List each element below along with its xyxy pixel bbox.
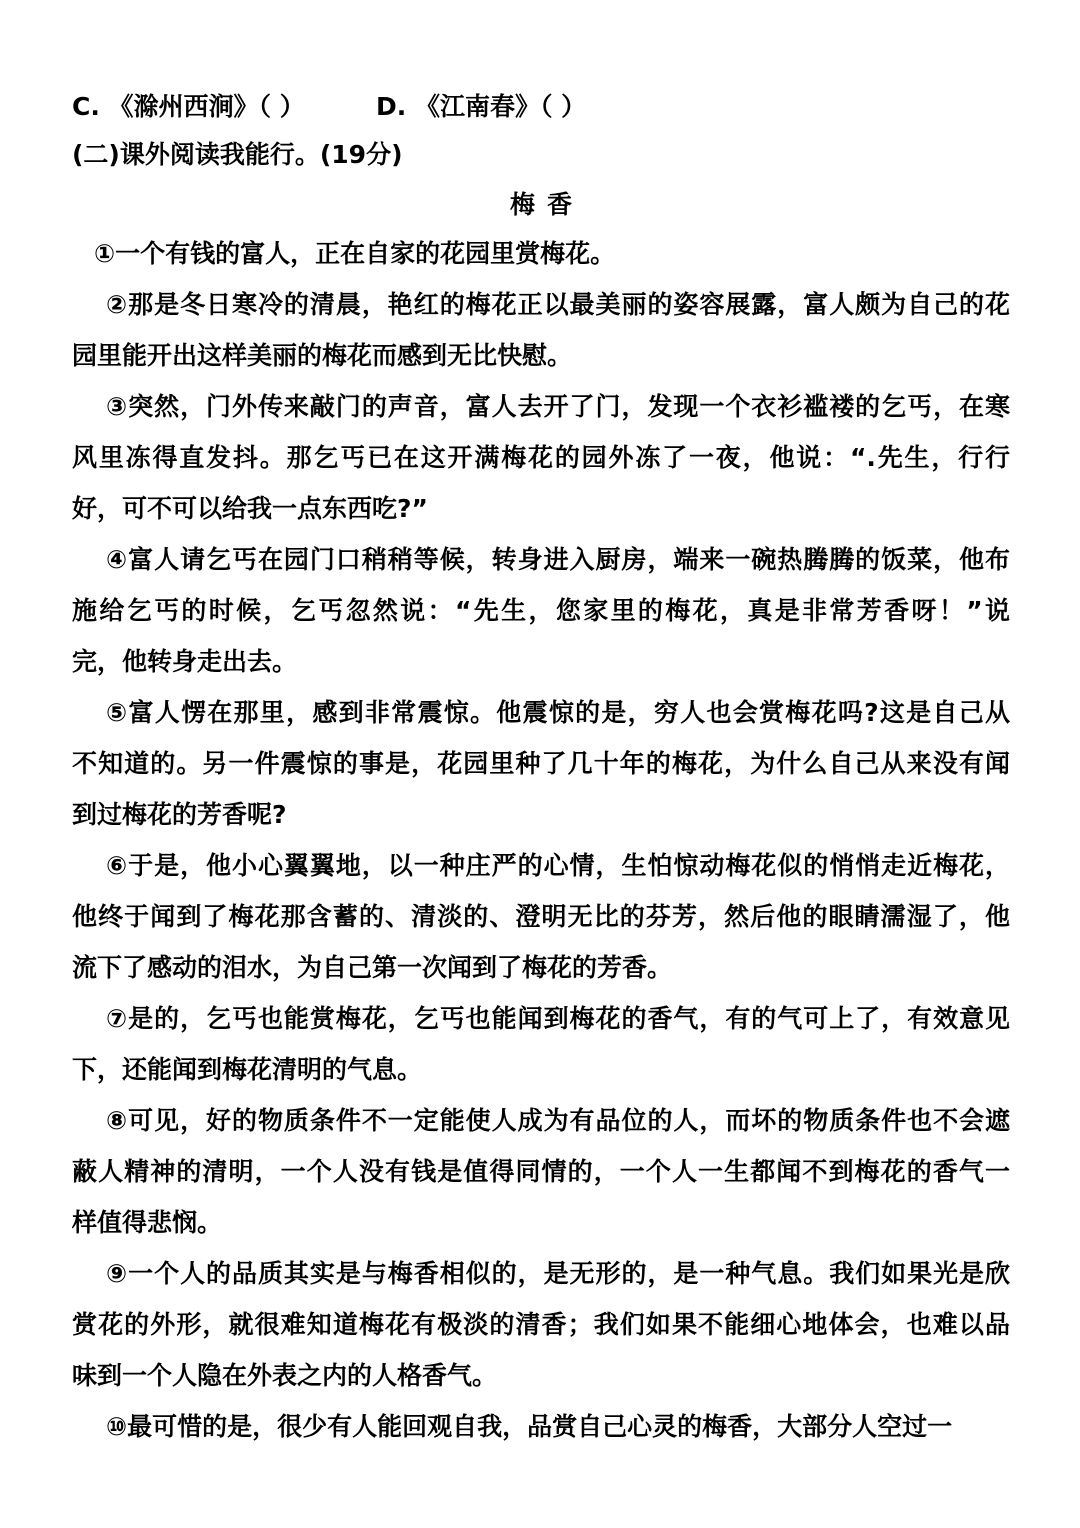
paragraph-line: 园里能开出这样美丽的梅花而感到无比快慰。 (72, 341, 573, 370)
paragraph-6 (72, 840, 1010, 993)
paragraph-line: ⑤富人愣在那里，感到非常震惊。他震惊的是，穷人也会赏梅花吗?这是自己从 (106, 698, 1010, 727)
document-page (72, 84, 1010, 1452)
paragraph-line: ⑥于是，他小心翼翼地，以一种庄严的心情，生怕惊动梅花似的悄悄走近梅花， (106, 851, 1010, 880)
section-heading: (二)课外阅读我能行。(19分) (72, 140, 403, 169)
paragraph-line: ⑧可见，好的物质条件不一定能使人成为有品位的人，而坏的物质条件也不会遮 (106, 1106, 1010, 1135)
paragraph-2 (72, 279, 1010, 381)
paragraph-line: 不知道的。另一件震惊的事是，花园里种了几十年的梅花，为什么自己从来没有闻 (72, 749, 1010, 778)
paragraph-line: ⑨一个人的品质其实是与梅香相似的，是无形的，是一种气息。我们如果光是欣 (106, 1259, 1010, 1288)
paragraph-line: 味到一个人隐在外表之内的人格香气。 (72, 1361, 498, 1390)
paragraph-line: 他终于闻到了梅花那含蓄的、清淡的、澄明无比的芬芳，然后他的眼睛濡湿了，他 (72, 902, 1010, 931)
paragraph-line: 样值得悲悯。 (72, 1208, 223, 1237)
paragraph-8 (72, 1095, 1010, 1248)
paragraph-5 (72, 687, 1010, 840)
paragraph-line: ④富人请乞丐在园门口稍稍等候，转身进入厨房，端来一碗热腾腾的饭菜，他布 (106, 545, 1010, 574)
paragraph-line: 下，还能闻到梅花清明的气息。 (72, 1055, 423, 1084)
paragraph-line: 流下了感动的泪水，为自己第一次闻到了梅花的芳香。 (72, 953, 673, 982)
paragraph-1 (72, 228, 1010, 279)
paragraph-line: ①一个有钱的富人，正在自家的花园里赏梅花。 (94, 239, 616, 268)
paragraph-line: ②那是冬日寒冷的清晨，艳红的梅花正以最美丽的姿容展露，富人颇为自己的花 (106, 290, 1010, 319)
paragraph-line: ⑦是的，乞丐也能赏梅花，乞丐也能闻到梅花的香气，有的气可上了，有效意见 (106, 1004, 1010, 1033)
paragraph-3 (72, 381, 1010, 534)
paragraph-4 (72, 534, 1010, 687)
paragraph-line: 赏花的外形，就很难知道梅花有极淡的清香；我们如果不能细心地体会，也难以品 (72, 1310, 1010, 1339)
article-title: 梅香 (509, 190, 584, 219)
paragraph-line: 蔽人精神的清明，一个人没有钱是值得同情的，一个人一生都闻不到梅花的香气一 (72, 1157, 1010, 1186)
paragraph-line: 施给乞丐的时候，乞丐忽然说：“先生，您家里的梅花，真是非常芳香呀！”说 (72, 596, 1010, 625)
paragraph-line: 风里冻得直发抖。那乞丐已在这开满梅花的园外冻了一夜，他说：“.先生，行行 (72, 443, 1010, 472)
paragraph-9 (72, 1248, 1010, 1401)
paragraph-10 (72, 1401, 1010, 1452)
paragraph-line: ③突然，门外传来敲门的声音，富人去开了门，发现一个衣衫褴褛的乞丐，在寒 (106, 392, 1010, 421)
option-d: D. 《江南春》（ ） (376, 92, 587, 121)
paragraph-line: 完，他转身走出去。 (72, 647, 298, 676)
paragraph-7 (72, 993, 1010, 1095)
paragraph-line: 到过梅花的芳香呢? (72, 800, 287, 829)
answer-options (72, 84, 1010, 130)
paragraph-line: ⑩最可惜的是，很少有人能回观自我，品赏自己心灵的梅香，大部分人空过一 (106, 1412, 953, 1441)
paragraph-line: 好，可不可以给我一点东西吃?” (72, 494, 428, 523)
option-c: C. 《滁州西涧》（ ） (72, 92, 305, 121)
